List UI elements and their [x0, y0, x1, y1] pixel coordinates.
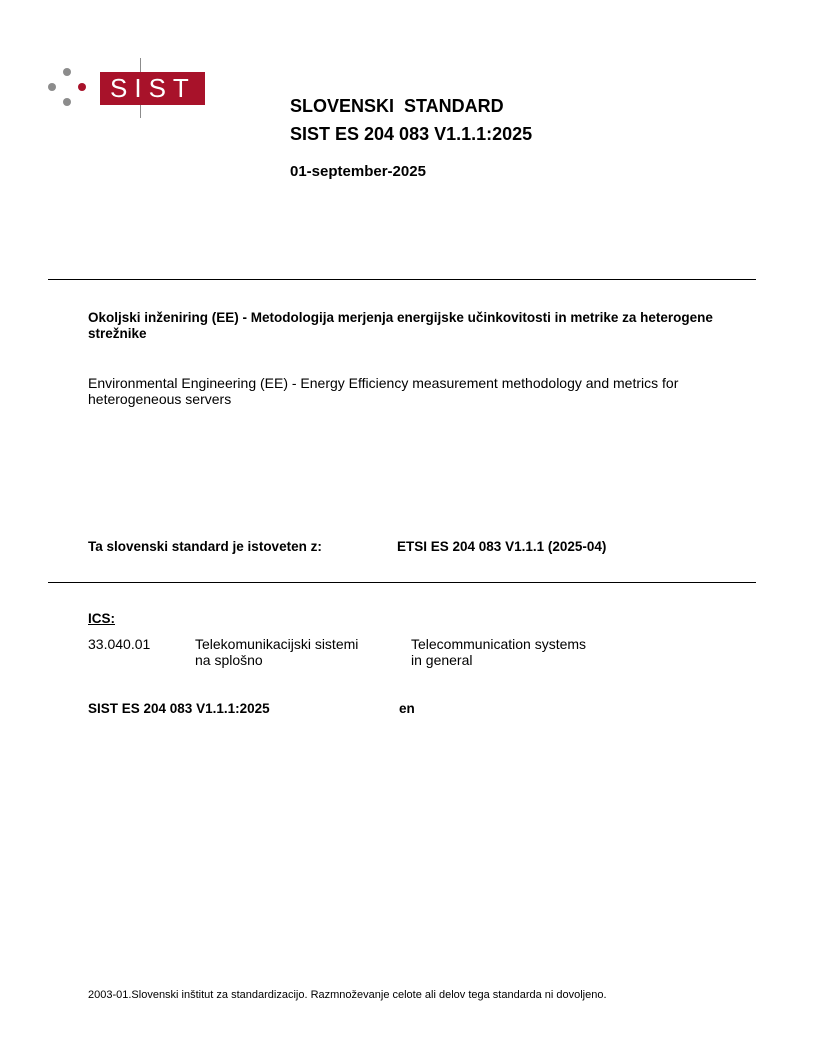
logo-dot-bottom — [63, 98, 71, 106]
ics-desc-sl-line2: na splošno — [195, 652, 263, 668]
standard-reference: SIST ES 204 083 V1.1.1:2025 — [88, 701, 270, 716]
ics-desc-en-line2: in general — [411, 652, 473, 668]
standard-language: en — [399, 701, 415, 716]
standard-type: SLOVENSKI STANDARD — [290, 96, 504, 116]
logo-dot-left — [48, 83, 56, 91]
divider-top — [48, 279, 756, 280]
ics-desc-sl-line1: Telekomunikacijski sistemi — [195, 636, 359, 652]
standard-number: SIST ES 204 083 V1.1.1:2025 — [290, 124, 533, 144]
identity-label: Ta slovenski standard je istoveten z: — [88, 539, 322, 554]
ics-code: 33.040.01 — [88, 636, 151, 652]
title-english: Environmental Engineering (EE) - Energy Efficiency measurement methodology and metrics for heterogeneous servers — [88, 375, 679, 407]
ics-desc-sl — [195, 636, 358, 668]
divider-bottom — [48, 582, 756, 583]
ics-heading: ICS: — [88, 611, 115, 626]
logo-dot-top — [63, 68, 71, 76]
publication-date: 01-september-2025 — [290, 163, 426, 180]
copyright-footer: 2003-01.Slovenski inštitut za standardizacijo. Razmnoževanje celote ali delov tega standarda ni dovoljeno. — [88, 989, 607, 1001]
logo-wordmark: SIST — [100, 72, 205, 105]
title-slovenian: Okoljski inženiring (EE) - Metodologija merjenja energijske učinkovitosti in metrike za heterogene strežnike — [88, 310, 713, 341]
identity-value: ETSI ES 204 083 V1.1.1 (2025-04) — [397, 539, 607, 554]
logo-dot-right — [78, 83, 86, 91]
ics-desc-en-line1: Telecommunication systems — [411, 636, 587, 652]
ics-desc-en — [411, 636, 586, 668]
